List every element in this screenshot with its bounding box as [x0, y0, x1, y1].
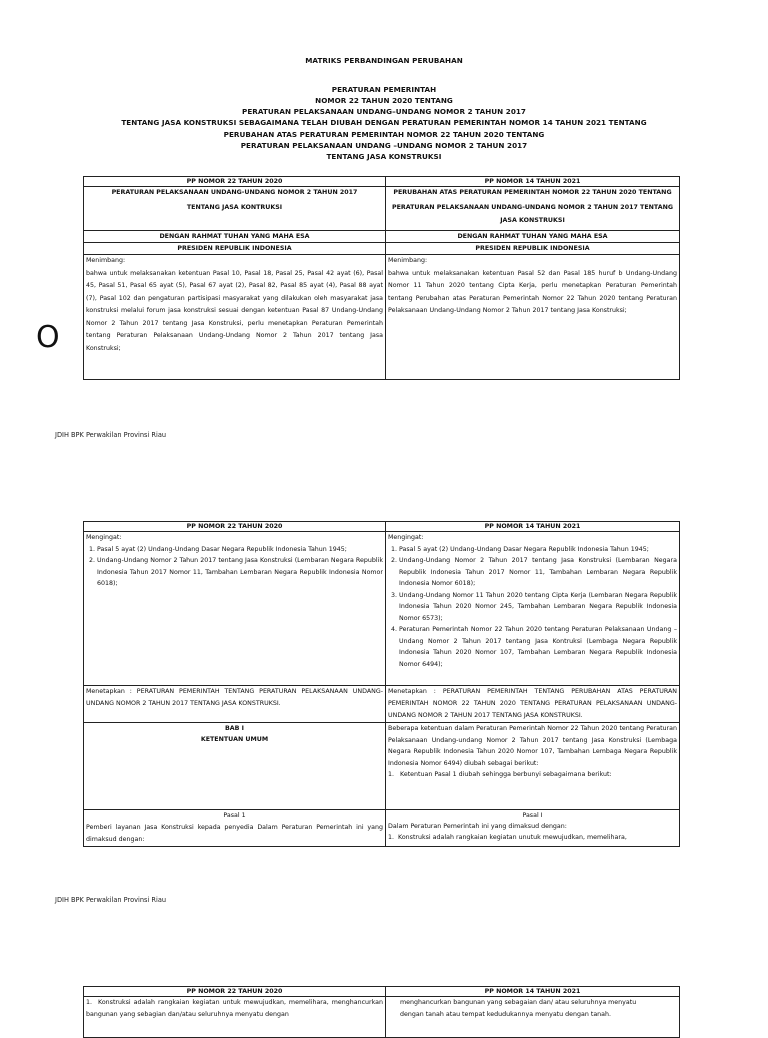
- table-header-row: [84, 177, 680, 187]
- column-header-right: PP NOMOR 14 TAHUN 2021: [386, 987, 680, 997]
- amendment-intro-text: Beberapa ketentuan dalam Peraturan Pemerintah Nomor 22 Tahun 2020 tentang Peraturan Pelaksanaan Undang-undang Nomor 2 Tahun 2017 tentang Jasa Konstruksi (Lembaga Negara Republik Indonesia Tahun 2020 Nomor 107, Tambahan Lembaga Negara Republik Indonesia Nomor 6494) diubah sebagai berikut:: [388, 725, 677, 767]
- right-title-line: PERATURAN PELAKSANAAN UNDANG-UNDANG NOMOR 2 TAHUN 2017 TENTANG: [391, 204, 674, 211]
- header-line-5: PERUBAHAN ATAS PERATURAN PEMERINTAH NOMOR 22 TAHUN 2020 TENTANG: [223, 130, 545, 139]
- pasal-text: Pemberi layanan Jasa Konstruksi kepada penyedia Dalam Peraturan Pemerintah ini yang dimaksud dengan:: [86, 824, 383, 843]
- amendment-item: 1. Ketentuan Pasal 1 diubah sehingga berbunyi sebagaimana berikut:: [388, 771, 612, 779]
- list-item: 2. Undang-Undang Nomor 2 Tahun 2017 tentang Jasa Konstruksi (Lembaran Negara Republik Indonesia Tahun 2017 Nomor 11, Tambahan Lembaran Negara Republik Indonesia Nomor 6018);: [97, 555, 383, 590]
- header-line-4: TENTANG JASA KONSTRUKSI SEBAGAIMANA TELAH DIUBAH DENGAN PERATURAN PEMERINTAH NOMOR 14 TAHUN 2021 TENTANG: [121, 118, 647, 127]
- column-header-left: PP NOMOR 22 TAHUN 2020: [84, 522, 386, 532]
- menimbang-text: bahwa untuk melaksanakan ketentuan Pasal 52 dan Pasal 185 huruf b Undang-Undang Nomor 11 Tahun 2020 tentang Cipta Kerja, perlu menetapkan Peraturan Pemerintah tentang Perubahan atas Peraturan Pemerintah Nomor 22 Tahun 2020 tentang Peraturan Pelaksanaan Undang-Undang Nomor 2 Tahun 2017 tentang Jasa Konstruksi;: [388, 269, 677, 314]
- table-header-row: [84, 987, 680, 997]
- right-menimbang-cell: [386, 255, 680, 380]
- table-row: [84, 723, 680, 810]
- definition-line: dengan tanah atau tempat kedudukannya menyatu dengan tanah.: [400, 1011, 612, 1018]
- pasal-item: 1. Konstruksi adalah rangkaian kegiatan unutuk mewujudkan, memelihara,: [388, 834, 627, 841]
- presiden-text: PRESIDEN REPUBLIK INDONESIA: [386, 242, 679, 254]
- table-header-row: [84, 522, 680, 532]
- table-row: [84, 532, 680, 686]
- page-footer: JDIH BPK Perwakilan Provinsi Riau: [55, 896, 167, 904]
- list-item: 1. Pasal 5 ayat (2) Undang-Undang Dasar Negara Republik Indonesia Tahun 1945;: [399, 544, 677, 556]
- left-title-line: TENTANG JASA KONTRUKSI: [186, 204, 283, 211]
- right-menetapkan-cell: [386, 686, 680, 723]
- table-row: [84, 187, 680, 231]
- right-title-cell: [386, 187, 680, 231]
- comparison-table-3: [83, 986, 680, 1038]
- column-header-right: PP NOMOR 14 TAHUN 2021: [386, 177, 680, 187]
- definition-line: menghancurkan bangunan yang sebagaian dan/ atau seluruhnya menyatu: [400, 999, 637, 1006]
- mengingat-list: [388, 544, 677, 671]
- side-mark: O: [36, 320, 60, 355]
- document-title: MATRIKS PERBANDINGAN PERUBAHAN: [305, 56, 463, 65]
- right-pasal-cell: [386, 810, 680, 847]
- right-rahmat-cell: [386, 231, 680, 255]
- header-line-7: TENTANG JASA KONSTRUKSI: [326, 152, 442, 161]
- header-line-1: PERATURAN PEMERINTAH: [331, 85, 437, 94]
- table-row: [84, 997, 680, 1038]
- right-definition-cell: [386, 997, 680, 1038]
- menetapkan-text: Menetapkan : PERATURAN PEMERINTAH TENTANG PERUBAHAN ATAS PERATURAN PEMERINTAH NOMOR 22 TAHUN 2020 TENTANG PERATURAN PELAKSANAAN UNDANG- UNDANG NOMOR 2 TAHUN 2017 TENTANG JASA KONSTRUKSI.: [388, 688, 677, 719]
- comparison-table-2: [83, 521, 680, 847]
- column-header-left: PP NOMOR 22 TAHUN 2020: [84, 987, 386, 997]
- page-footer: JDIH BPK Perwakilan Provinsi Riau: [55, 431, 167, 439]
- left-menimbang-cell: [84, 255, 386, 380]
- menimbang-label: Menimbang:: [388, 257, 428, 264]
- definition-item: 1. Konstruksi adalah rangkaian kegiatan untuk mewujudkan, memelihara, menghancurkan bangunan yang sebagian dan/atau seluruhnya menyatu dengan: [86, 999, 384, 1018]
- left-bab-cell: [84, 723, 386, 810]
- mengingat-list: [86, 544, 383, 590]
- header-line-6: PERATURAN PELAKSANAAN UNDANG –UNDANG NOMOR 2 TAHUN 2017: [240, 141, 528, 150]
- right-title-line: PERUBAHAN ATAS PERATURAN PEMERINTAH NOMOR 22 TAHUN 2020 TENTANG: [393, 189, 672, 196]
- table-row: [84, 810, 680, 847]
- menetapkan-text: Menetapkan : PERATURAN PEMERINTAH TENTANG PERATURAN PELAKSANAAN UNDANG-UNDANG NOMOR 2 TAHUN 2017 TENTANG JASA KONSTRUKSI.: [86, 688, 383, 707]
- left-title-cell: [84, 187, 386, 231]
- left-pasal-cell: [84, 810, 386, 847]
- left-menetapkan-cell: [84, 686, 386, 723]
- header-line-2: NOMOR 22 TAHUN 2020 TENTANG: [315, 96, 453, 105]
- list-item: 1. Pasal 5 ayat (2) Undang-Undang Dasar Negara Republik Indonesia Tahun 1945;: [97, 544, 383, 556]
- pasal-text: Dalam Peraturan Pemerintah ini yang dimaksud dengan:: [388, 823, 567, 830]
- column-header-left: PP NOMOR 22 TAHUN 2020: [84, 177, 386, 187]
- column-header-right: PP NOMOR 14 TAHUN 2021: [386, 522, 680, 532]
- table-row: [84, 686, 680, 723]
- table-row: [84, 231, 680, 255]
- mengingat-label: Mengingat:: [388, 534, 424, 541]
- mengingat-label: Mengingat:: [86, 534, 122, 541]
- left-title-line: PERATURAN PELAKSANAAN UNDANG-UNDANG NOMOR 2 TAHUN 2017: [111, 189, 358, 196]
- list-item: 2. Undang-Undang Nomor 2 Tahun 2017 tentang Jasa Konstruksi (Lembaran Negara Republik Indonesia Tahun 2017 Nomor 11, Tambahan Lembaran Negara Republik Indonesia Nomor 6018);: [399, 555, 677, 590]
- table-row: [84, 255, 680, 380]
- left-mengingat-cell: [84, 532, 386, 686]
- definition-text: Konstruksi adalah rangkaian kegiatan untuk mewujudkan, memelihara, menghancurkan bangunan yang sebagian dan/atau seluruhnya menyatu dengan: [86, 999, 384, 1018]
- rahmat-text: DENGAN RAHMAT TUHAN YANG MAHA ESA: [159, 233, 310, 240]
- right-title-line: JASA KONSTRUKSI: [500, 217, 565, 224]
- bab-title: KETENTUAN UMUM: [200, 736, 269, 743]
- pasal-heading: Pasal 1: [223, 812, 246, 819]
- pasal-item-text: Konstruksi adalah rangkaian kegiatan unutuk mewujudkan, memelihara,: [398, 834, 627, 841]
- list-item: 3. Undang-Undang Nomor 11 Tahun 2020 tentang Cipta Kerja (Lembaran Negara Republik Indonesia Tahun 2020 Nomor 245, Tambahan Lembaran Negara Republik Indonesia Nomor 6573);: [399, 590, 677, 625]
- left-definition-cell: [84, 997, 386, 1038]
- right-mengingat-cell: [386, 532, 680, 686]
- comparison-table-1: [83, 176, 680, 380]
- rahmat-text: DENGAN RAHMAT TUHAN YANG MAHA ESA: [457, 233, 608, 240]
- menimbang-label: Menimbang:: [86, 257, 126, 264]
- bab-heading: BAB I: [224, 725, 244, 732]
- right-bab-cell: [386, 723, 680, 810]
- pasal-heading: Pasal I: [522, 812, 543, 819]
- left-rahmat-cell: [84, 231, 386, 255]
- header-line-3: PERATURAN PELAKSANAAN UNDANG–UNDANG NOMOR 2 TAHUN 2017: [242, 107, 526, 116]
- presiden-text: PRESIDEN REPUBLIK INDONESIA: [84, 242, 385, 254]
- list-item: 4. Peraturan Pemerintah Nomor 22 Tahun 2020 tentang Peraturan Pelaksanaan Undang –Undang Nomor 2 Tahun 2017 tentang Jasa Kontruksi (Lembaga Negara Republik Indonesia Tahun 2020 Nomor 107, Tambahan Lembaran Negara Republik Indonesia Nomor 6494);: [399, 624, 677, 670]
- amendment-item-text: Ketentuan Pasal 1 diubah sehingga berbunyi sebagaimana berikut:: [400, 771, 612, 779]
- menimbang-text: bahwa untuk melaksanakan ketentuan Pasal 10, Pasal 18, Pasal 25, Pasal 42 ayat (6), Pasal 45, Pasal 51, Pasal 65 ayat (5), Pasal 67 ayat (2), Pasal 82, Pasal 85 ayat (4), Pasal 88 ayat (7), Pasal 102 dan pengaturan partisipasi masyarakat yang dilakukan oleh masyarakat jasa konstruksi melalui forum jasa konstruksi sesuai dengan ketentuan Pasal 87 Undang-Undang Nomor 2 Tahun 2017 tentang Jasa Konstruksi, perlu menetapkan Peraturan Pemerintah tentang Peraturan Pelaksanaan Undang-Undang Nomor 2 Tahun 2017 tentang Jasa Konstruksi;: [86, 269, 383, 352]
